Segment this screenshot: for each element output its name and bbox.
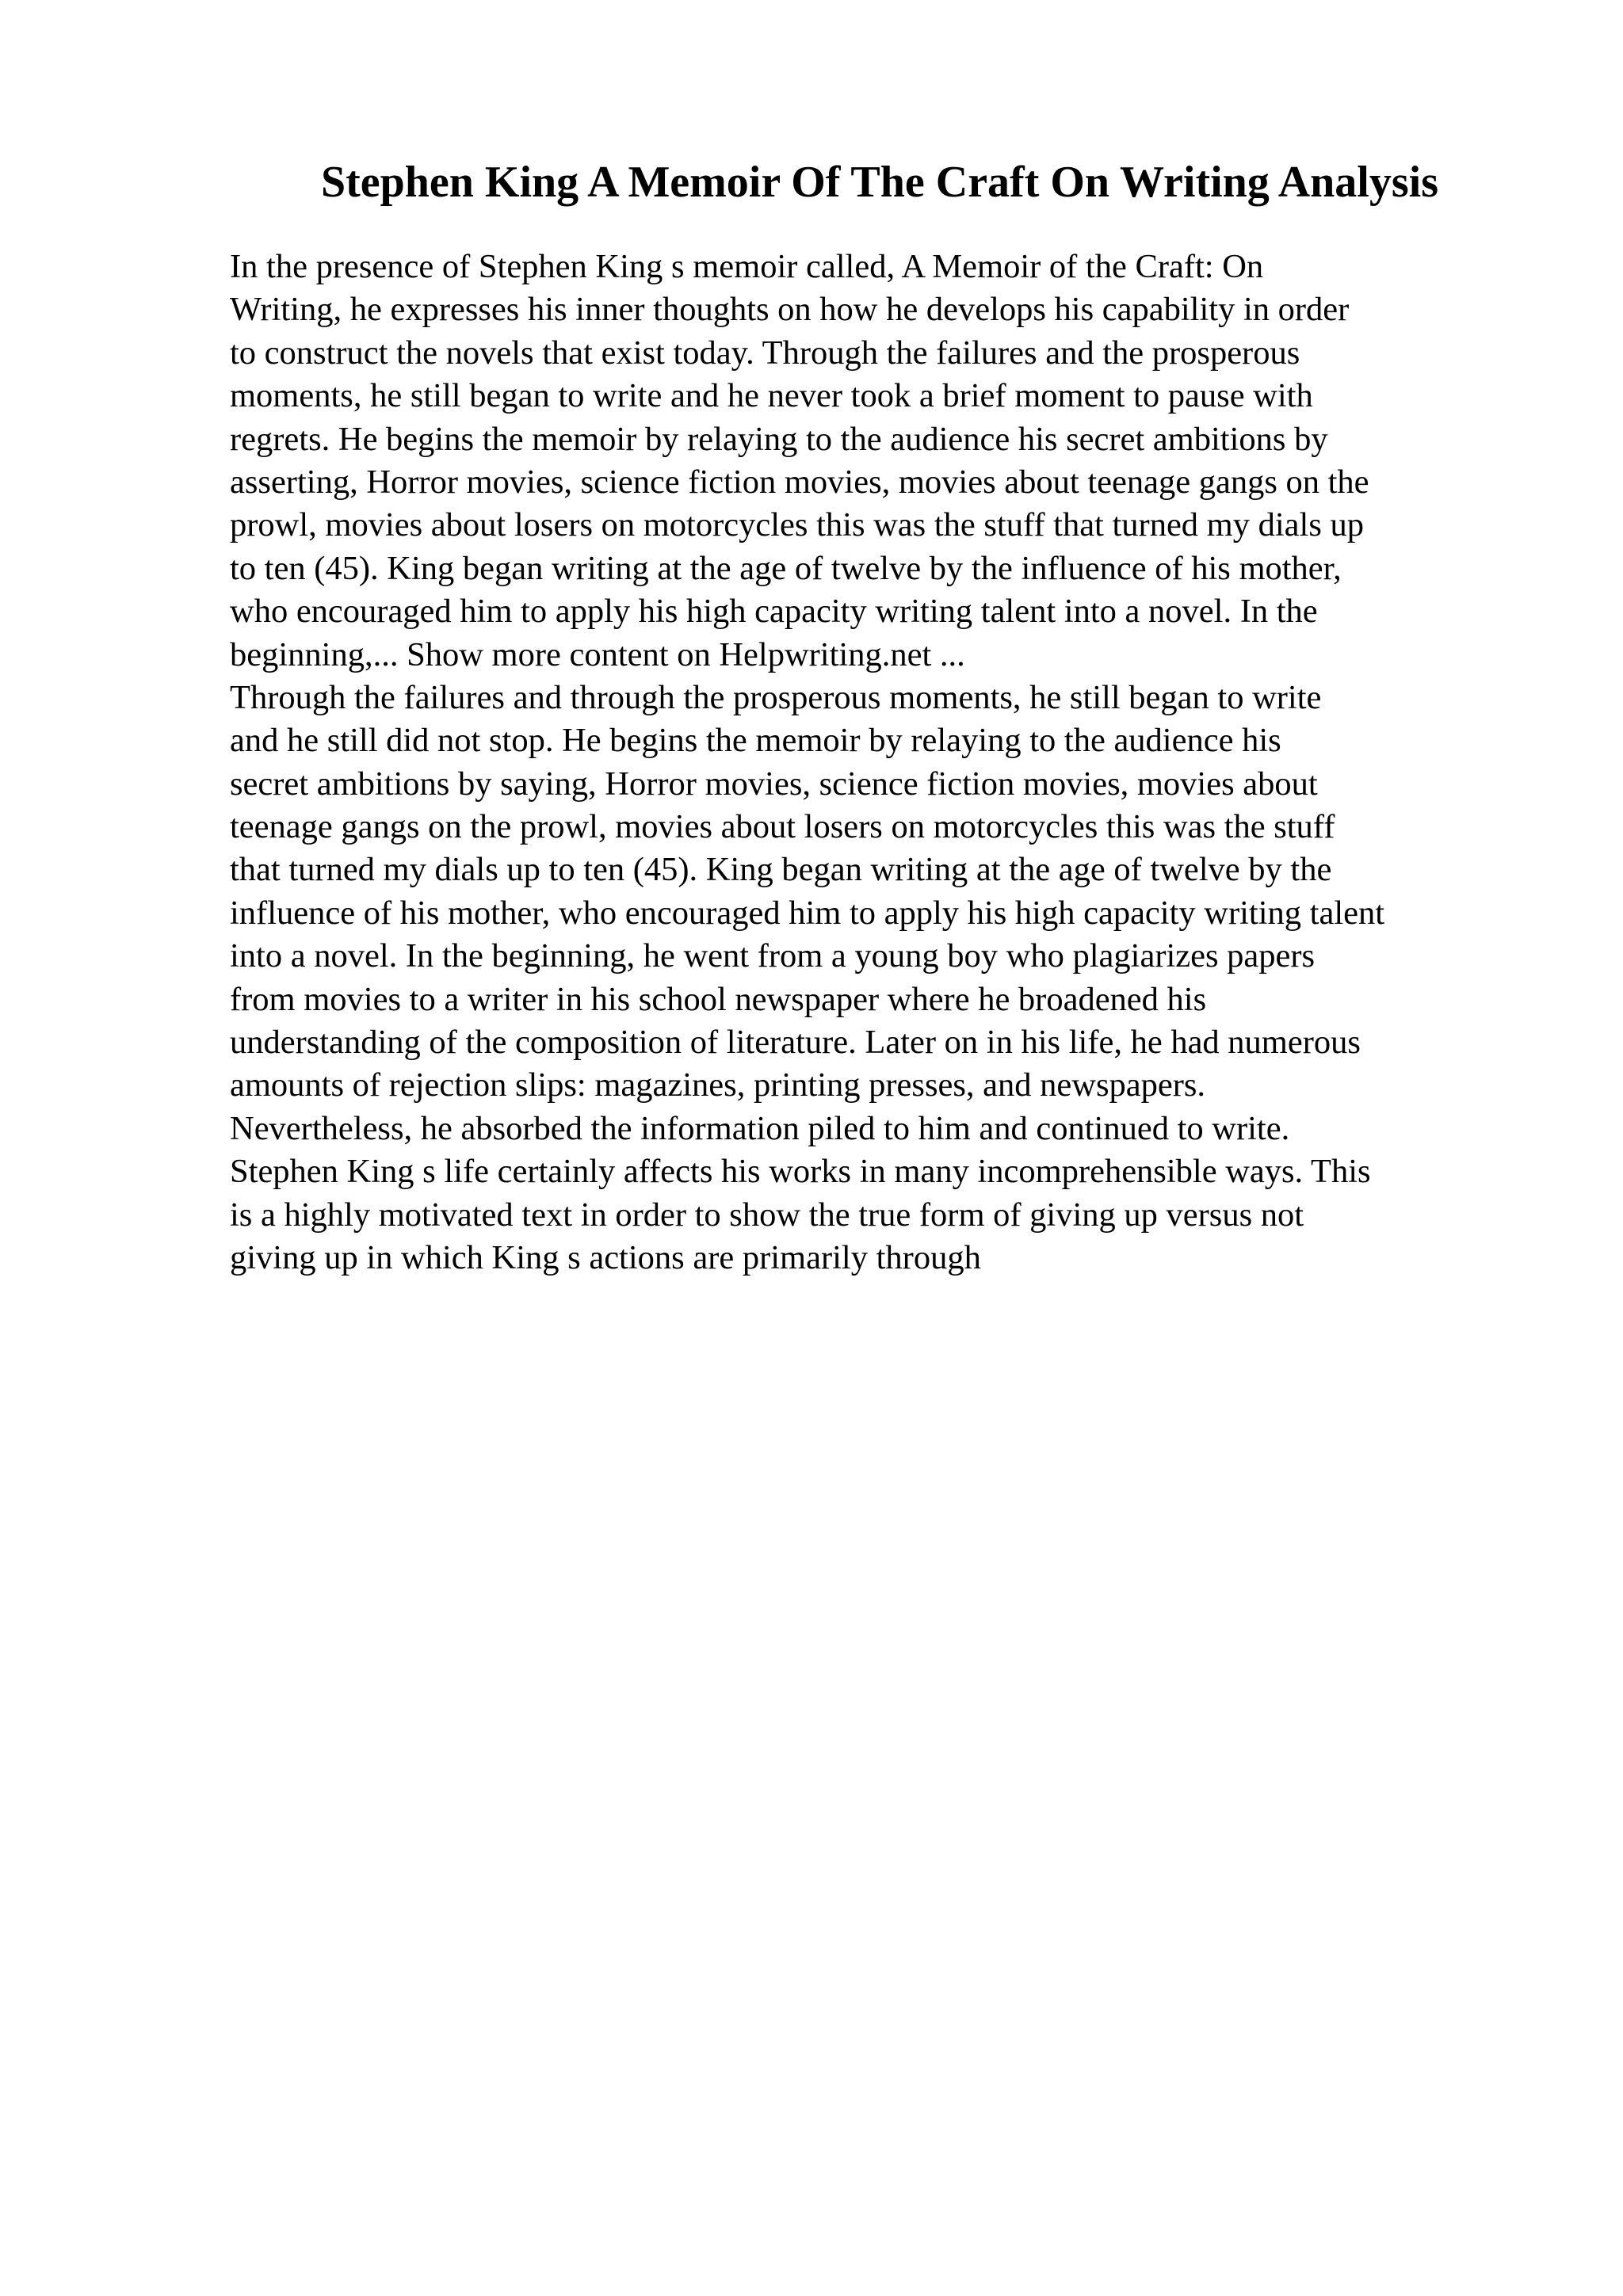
text-line: Stephen King s life certainly affects his works in many incomprehensible ways. This <box>230 1153 1371 1191</box>
text-line: moments, he still began to write and he never took a brief moment to pause with <box>230 377 1313 415</box>
text-line: Through the failures and through the prosperous moments, he still began to write <box>230 678 1322 716</box>
text-line: is a highly motivated text in order to show the true form of giving up versus not <box>230 1196 1304 1234</box>
text-line: regrets. He begins the memoir by relaying to the audience his secret ambitions by <box>230 420 1328 458</box>
text-line: to ten (45). King began writing at the age of twelve by the influence of his mother, <box>230 549 1342 587</box>
text-line: asserting, Horror movies, science fiction movies, movies about teenage gangs on the <box>230 463 1369 501</box>
document-body <box>230 246 1514 1280</box>
text-line: teenage gangs on the prowl, movies about losers on motorcycles this was the stuff <box>230 808 1335 846</box>
text-line: Writing, he expresses his inner thoughts on how he develops his capability in order <box>230 291 1350 329</box>
text-line: influence of his mother, who encouraged him to apply his high capacity writing talent <box>230 894 1385 932</box>
text-line: from movies to a writer in his school newspaper where he broadened his <box>230 980 1207 1018</box>
text-line: understanding of the composition of literature. Later on in his life, he had numerous <box>230 1024 1361 1062</box>
text-line: prowl, movies about losers on motorcycles this was the stuff that turned my dials up <box>230 506 1365 544</box>
text-line: In the presence of Stephen King s memoir called, A Memoir of the Craft: On <box>230 248 1264 285</box>
text-line: into a novel. In the beginning, he went from a young boy who plagiarizes papers <box>230 937 1316 975</box>
text-line: giving up in which King s actions are primarily through <box>230 1238 981 1276</box>
text-line: beginning,... Show more content on Helpwriting.net ... <box>230 635 965 673</box>
text-line: secret ambitions by saying, Horror movies, science fiction movies, movies about <box>230 765 1318 803</box>
text-line: amounts of rejection slips: magazines, printing presses, and newspapers. <box>230 1066 1206 1104</box>
text-line: to construct the novels that exist today. Through the failures and the prosperous <box>230 334 1300 372</box>
text-line: that turned my dials up to ten (45). King began writing at the age of twelve by the <box>230 851 1332 889</box>
text-line: Nevertheless, he absorbed the information piled to him and continued to write. <box>230 1109 1290 1147</box>
text-line: and he still did not stop. He begins the memoir by relaying to the audience his <box>230 722 1281 760</box>
text-line: who encouraged him to apply his high capacity writing talent into a novel. In the <box>230 593 1318 631</box>
document-title: Stephen King A Memoir Of The Craft On Writing Analysis <box>320 158 1438 207</box>
